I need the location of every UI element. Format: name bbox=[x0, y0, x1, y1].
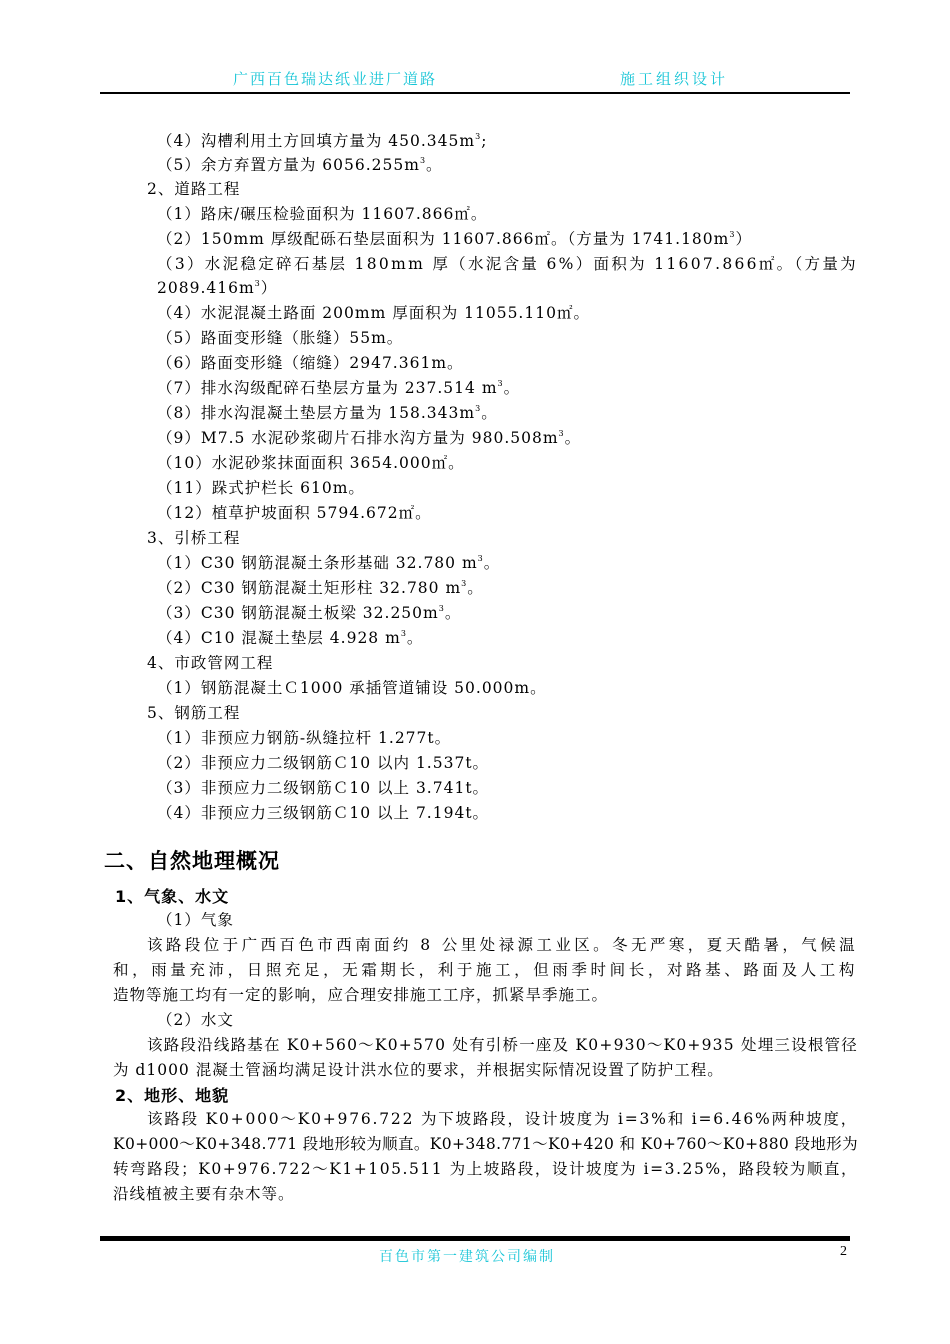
item-line bbox=[157, 254, 858, 274]
line-text: K0+000～K0+348.771 段地形较为顺直。K0+348.771～K0+420 和 K0+760～K0+880 段地形为 bbox=[113, 1135, 858, 1153]
item-line bbox=[157, 303, 590, 323]
line-text: 该路段位于广西百色市西南面约 8 公里处禄源工业区。冬无严寒，夏天酷暑，气候温 bbox=[147, 936, 858, 954]
superscript: 3 bbox=[729, 230, 736, 239]
line-text: （4）C10 混凝土垫层 4.928 m bbox=[157, 629, 401, 647]
line-text: （3）C30 钢筋混凝土板梁 32.250m bbox=[157, 604, 439, 622]
item-line bbox=[157, 378, 520, 398]
item-line bbox=[147, 179, 240, 199]
item-line bbox=[157, 478, 365, 498]
item-line bbox=[157, 428, 581, 448]
line-text: （1）C30 钢筋混凝土条形基础 32.780 m bbox=[157, 554, 478, 572]
line-text: （2）C30 钢筋混凝土矩形柱 32.780 m bbox=[157, 579, 462, 597]
line-text: （7）排水沟级配碎石垫层方量为 237.514 m bbox=[157, 379, 498, 397]
line-suffix: 。 bbox=[406, 629, 424, 647]
line-suffix: ） bbox=[260, 279, 278, 297]
superscript: 3 bbox=[254, 279, 261, 288]
page-header bbox=[100, 66, 850, 94]
line-text: （1）非预应力钢筋-纵缝拉杆 1.277t。 bbox=[157, 729, 452, 747]
superscript: 3 bbox=[419, 156, 427, 165]
item-line bbox=[157, 628, 423, 648]
item-line bbox=[157, 553, 500, 573]
line-text: （2）150mm 厚级配砾石垫层面积为 11607.866㎡。（方量为 1741.180m bbox=[157, 230, 730, 248]
line-text: （1）路床/碾压检验面积为 11607.866㎡。 bbox=[157, 205, 488, 223]
page-number: 2 bbox=[840, 1244, 847, 1259]
line-suffix: ; bbox=[481, 132, 488, 150]
line-suffix: 。 bbox=[483, 554, 501, 572]
item-line bbox=[157, 453, 465, 473]
superscript: 3 bbox=[461, 579, 468, 588]
line-text: 4、市政管网工程 bbox=[147, 654, 274, 672]
line-text: （3）水泥稳定碎石基层 180mm 厚（水泥含量 6%）面积为 11607.866㎡。（方量为 bbox=[157, 255, 858, 273]
body-line bbox=[147, 1035, 858, 1055]
item-line bbox=[157, 603, 461, 623]
item-line bbox=[157, 204, 487, 224]
line-suffix: 。 bbox=[426, 156, 443, 174]
line-text: 2、道路工程 bbox=[147, 180, 241, 198]
subsection-heading-terrain: 2、地形、地貌 bbox=[115, 1086, 230, 1105]
line-text: （9）M7.5 水泥砂浆砌片石排水沟方量为 980.508m bbox=[157, 429, 559, 447]
item-line bbox=[147, 528, 240, 548]
line-text: （2）非预应力二级钢筋Ｃ10 以内 1.537t。 bbox=[157, 754, 490, 772]
footer-rule bbox=[100, 1236, 850, 1241]
line-text: 该路段沿线路基在 K0+560～K0+570 处有引桥一座及 K0+930～K0+935 处埋三设根管径 bbox=[147, 1036, 858, 1054]
line-text: （4）沟槽利用土方回填方量为 450.345m bbox=[157, 132, 476, 150]
line-suffix: 。 bbox=[467, 579, 484, 597]
superscript: 3 bbox=[475, 132, 482, 141]
line-text: 为 d1000 混凝土管涵均满足设计洪水位的要求，并根据实际情况设置了防护工程。 bbox=[113, 1061, 724, 1079]
item-line bbox=[147, 653, 273, 673]
item-line bbox=[157, 753, 489, 773]
line-text: （8）排水沟混凝土垫层方量为 158.343m bbox=[157, 404, 476, 422]
line-text: 该路段 K0+000～K0+976.722 为下坡路段，设计坡度为 i=3%和 i=6.46%两种坡度， bbox=[147, 1110, 858, 1128]
body-line bbox=[157, 1010, 234, 1030]
line-suffix: 。 bbox=[564, 429, 582, 447]
item-line bbox=[157, 778, 489, 798]
item-line bbox=[157, 678, 547, 698]
superscript: 3 bbox=[477, 554, 484, 563]
line-text: （11）跺式护栏长 610m。 bbox=[157, 479, 365, 497]
line-text: （10）水泥砂浆抹面面积 3654.000㎡。 bbox=[157, 454, 465, 472]
line-text: 5、钢筋工程 bbox=[147, 704, 241, 722]
item-line bbox=[157, 155, 443, 175]
body-line bbox=[113, 1134, 858, 1154]
body-line bbox=[147, 1109, 858, 1129]
body-line bbox=[113, 985, 608, 1005]
line-text: （5）路面变形缝（胀缝）55m。 bbox=[157, 329, 404, 347]
body-line bbox=[157, 910, 234, 930]
body-line bbox=[113, 1184, 295, 1204]
line-text: （3）非预应力二级钢筋Ｃ10 以上 3.741t。 bbox=[157, 779, 490, 797]
body-line bbox=[113, 960, 858, 980]
footer-company: 百色市第一建筑公司编制 bbox=[379, 1249, 555, 1265]
item-line bbox=[157, 503, 432, 523]
item-line bbox=[157, 578, 484, 598]
body-line bbox=[113, 1060, 724, 1080]
body-line bbox=[113, 1159, 858, 1179]
subsection-heading-climate-hydrology: 1、气象、水文 bbox=[115, 887, 230, 906]
header-project-title: 广西百色瑞达纸业进厂道路 bbox=[233, 70, 438, 88]
superscript: 3 bbox=[400, 629, 407, 638]
line-text: （1）气象 bbox=[157, 911, 234, 929]
item-line bbox=[157, 229, 752, 249]
item-line bbox=[157, 131, 487, 151]
item-line bbox=[147, 703, 240, 723]
line-suffix: 。 bbox=[503, 379, 521, 397]
line-text: （4）水泥混凝土路面 200mm 厚面积为 11055.110㎡。 bbox=[157, 304, 590, 322]
line-text: （1）钢筋混凝土Ｃ1000 承插管道铺设 50.000m。 bbox=[157, 679, 547, 697]
line-text: 转弯路段；K0+976.722～K1+105.511 为上坡路段，设计坡度为 i=3.25%，路段较为顺直， bbox=[113, 1160, 858, 1178]
superscript: 3 bbox=[475, 404, 482, 413]
line-text: 沿线植被主要有杂木等。 bbox=[113, 1185, 295, 1203]
line-suffix: ） bbox=[735, 230, 752, 248]
line-suffix: 。 bbox=[481, 404, 498, 422]
item-line bbox=[157, 803, 489, 823]
line-text: 和，雨量充沛，日照充足，无霜期长，利于施工，但雨季时间长，对路基、路面及人工构 bbox=[113, 961, 858, 979]
body-line bbox=[147, 935, 858, 955]
line-suffix: 。 bbox=[444, 604, 462, 622]
item-line bbox=[157, 728, 451, 748]
line-text: （4）非预应力三级钢筋Ｃ10 以上 7.194t。 bbox=[157, 804, 490, 822]
item-line bbox=[157, 278, 277, 298]
superscript: 3 bbox=[438, 604, 445, 613]
header-document-type: 施工组织设计 bbox=[620, 70, 729, 88]
item-line bbox=[157, 353, 464, 373]
line-text: 2089.416m bbox=[157, 279, 255, 297]
line-text: （5）余方弃置方量为 6056.255m bbox=[157, 156, 420, 174]
item-line bbox=[157, 328, 403, 348]
item-line bbox=[157, 403, 498, 423]
line-text: （12）植草护坡面积 5794.672㎡。 bbox=[157, 504, 432, 522]
line-text: 3、引桥工程 bbox=[147, 529, 241, 547]
line-text: （2）水文 bbox=[157, 1011, 234, 1029]
superscript: 3 bbox=[497, 379, 504, 388]
line-text: （6）路面变形缝（缩缝）2947.361m。 bbox=[157, 354, 464, 372]
superscript: 3 bbox=[558, 429, 565, 438]
section-heading-natural-geography: 二、自然地理概况 bbox=[104, 849, 280, 873]
line-text: 造物等施工均有一定的影响，应合理安排施工工序，抓紧旱季施工。 bbox=[113, 986, 609, 1004]
